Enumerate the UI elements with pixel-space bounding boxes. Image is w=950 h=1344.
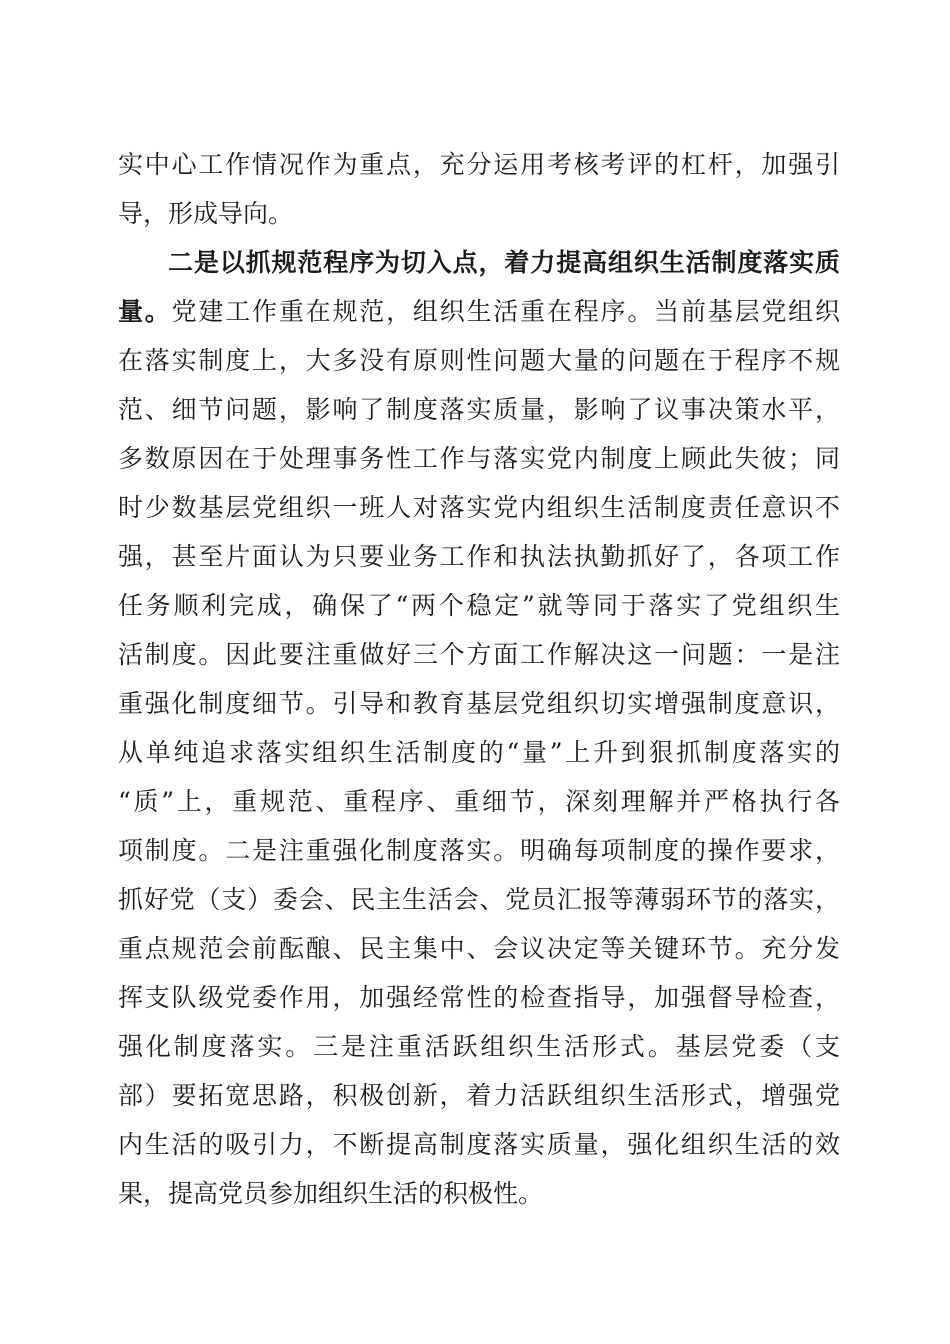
paragraph-line: 实中心工作情况作为重点，充分运用考核考评的杠杆，加强引 [118, 150, 840, 179]
paragraph-line: 范、细节问题，影响了制度落实质量，影响了议事决策水平， [118, 395, 840, 424]
paragraph-line: 导，形成导向。 [118, 199, 294, 228]
paragraph-line: 多数原因在于处理事务性工作与落实党内制度上顾此失彼；同 [118, 444, 840, 473]
paragraph-line: 活制度。因此要注重做好三个方面工作解决这一问题：一是注 [118, 640, 840, 669]
paragraph-line: 内生活的吸引力，不断提高制度落实质量，强化组织生活的效 [118, 1130, 840, 1159]
paragraph-line: 在落实制度上，大多没有原则性问题大量的问题在于程序不规 [118, 346, 840, 375]
section-heading: 二是以抓规范程序为切入点，着力提高组织生活制度落实质 [168, 248, 840, 277]
paragraph-line-text: 党建工作重在规范，组织生活重在程序。当前基层党组织 [171, 297, 840, 326]
body-text [118, 140, 840, 1218]
paragraph-line: 强，甚至片面认为只要业务工作和执法执勤抓好了，各项工作 [118, 542, 840, 571]
paragraph-line: 挥支队级党委作用，加强经常性的检查指导，加强督导检查， [118, 983, 840, 1012]
paragraph-line: 任务顺利完成，确保了“两个稳定”就等同于落实了党组织生 [118, 591, 840, 620]
paragraph-line: 部）要拓宽思路，积极创新，着力活跃组织生活形式，增强党 [118, 1081, 840, 1110]
paragraph-line: 重强化制度细节。引导和教育基层党组织切实增强制度意识， [118, 689, 840, 718]
paragraph-line: 抓好党（支）委会、民主生活会、党员汇报等薄弱环节的落实， [118, 885, 840, 914]
paragraph-line: 项制度。二是注重强化制度落实。明确每项制度的操作要求， [118, 836, 840, 865]
paragraph-line: 从单纯追求落实组织生活制度的“量”上升到狠抓制度落实的 [118, 738, 840, 767]
paragraph-line [118, 287, 840, 336]
paragraph-line: 强化制度落实。三是注重活跃组织生活形式。基层党委（支 [118, 1032, 840, 1061]
paragraph-line: “质”上，重规范、重程序、重细节，深刻理解并严格执行各 [118, 787, 840, 816]
paragraph-line: 时少数基层党组织一班人对落实党内组织生活制度责任意识不 [118, 493, 840, 522]
paragraph-line: 果，提高党员参加组织生活的积极性。 [118, 1179, 544, 1208]
paragraph-line: 重点规范会前酝酿、民主集中、会议决定等关键环节。充分发 [118, 934, 840, 963]
section-heading-cont: 量。 [118, 297, 172, 326]
